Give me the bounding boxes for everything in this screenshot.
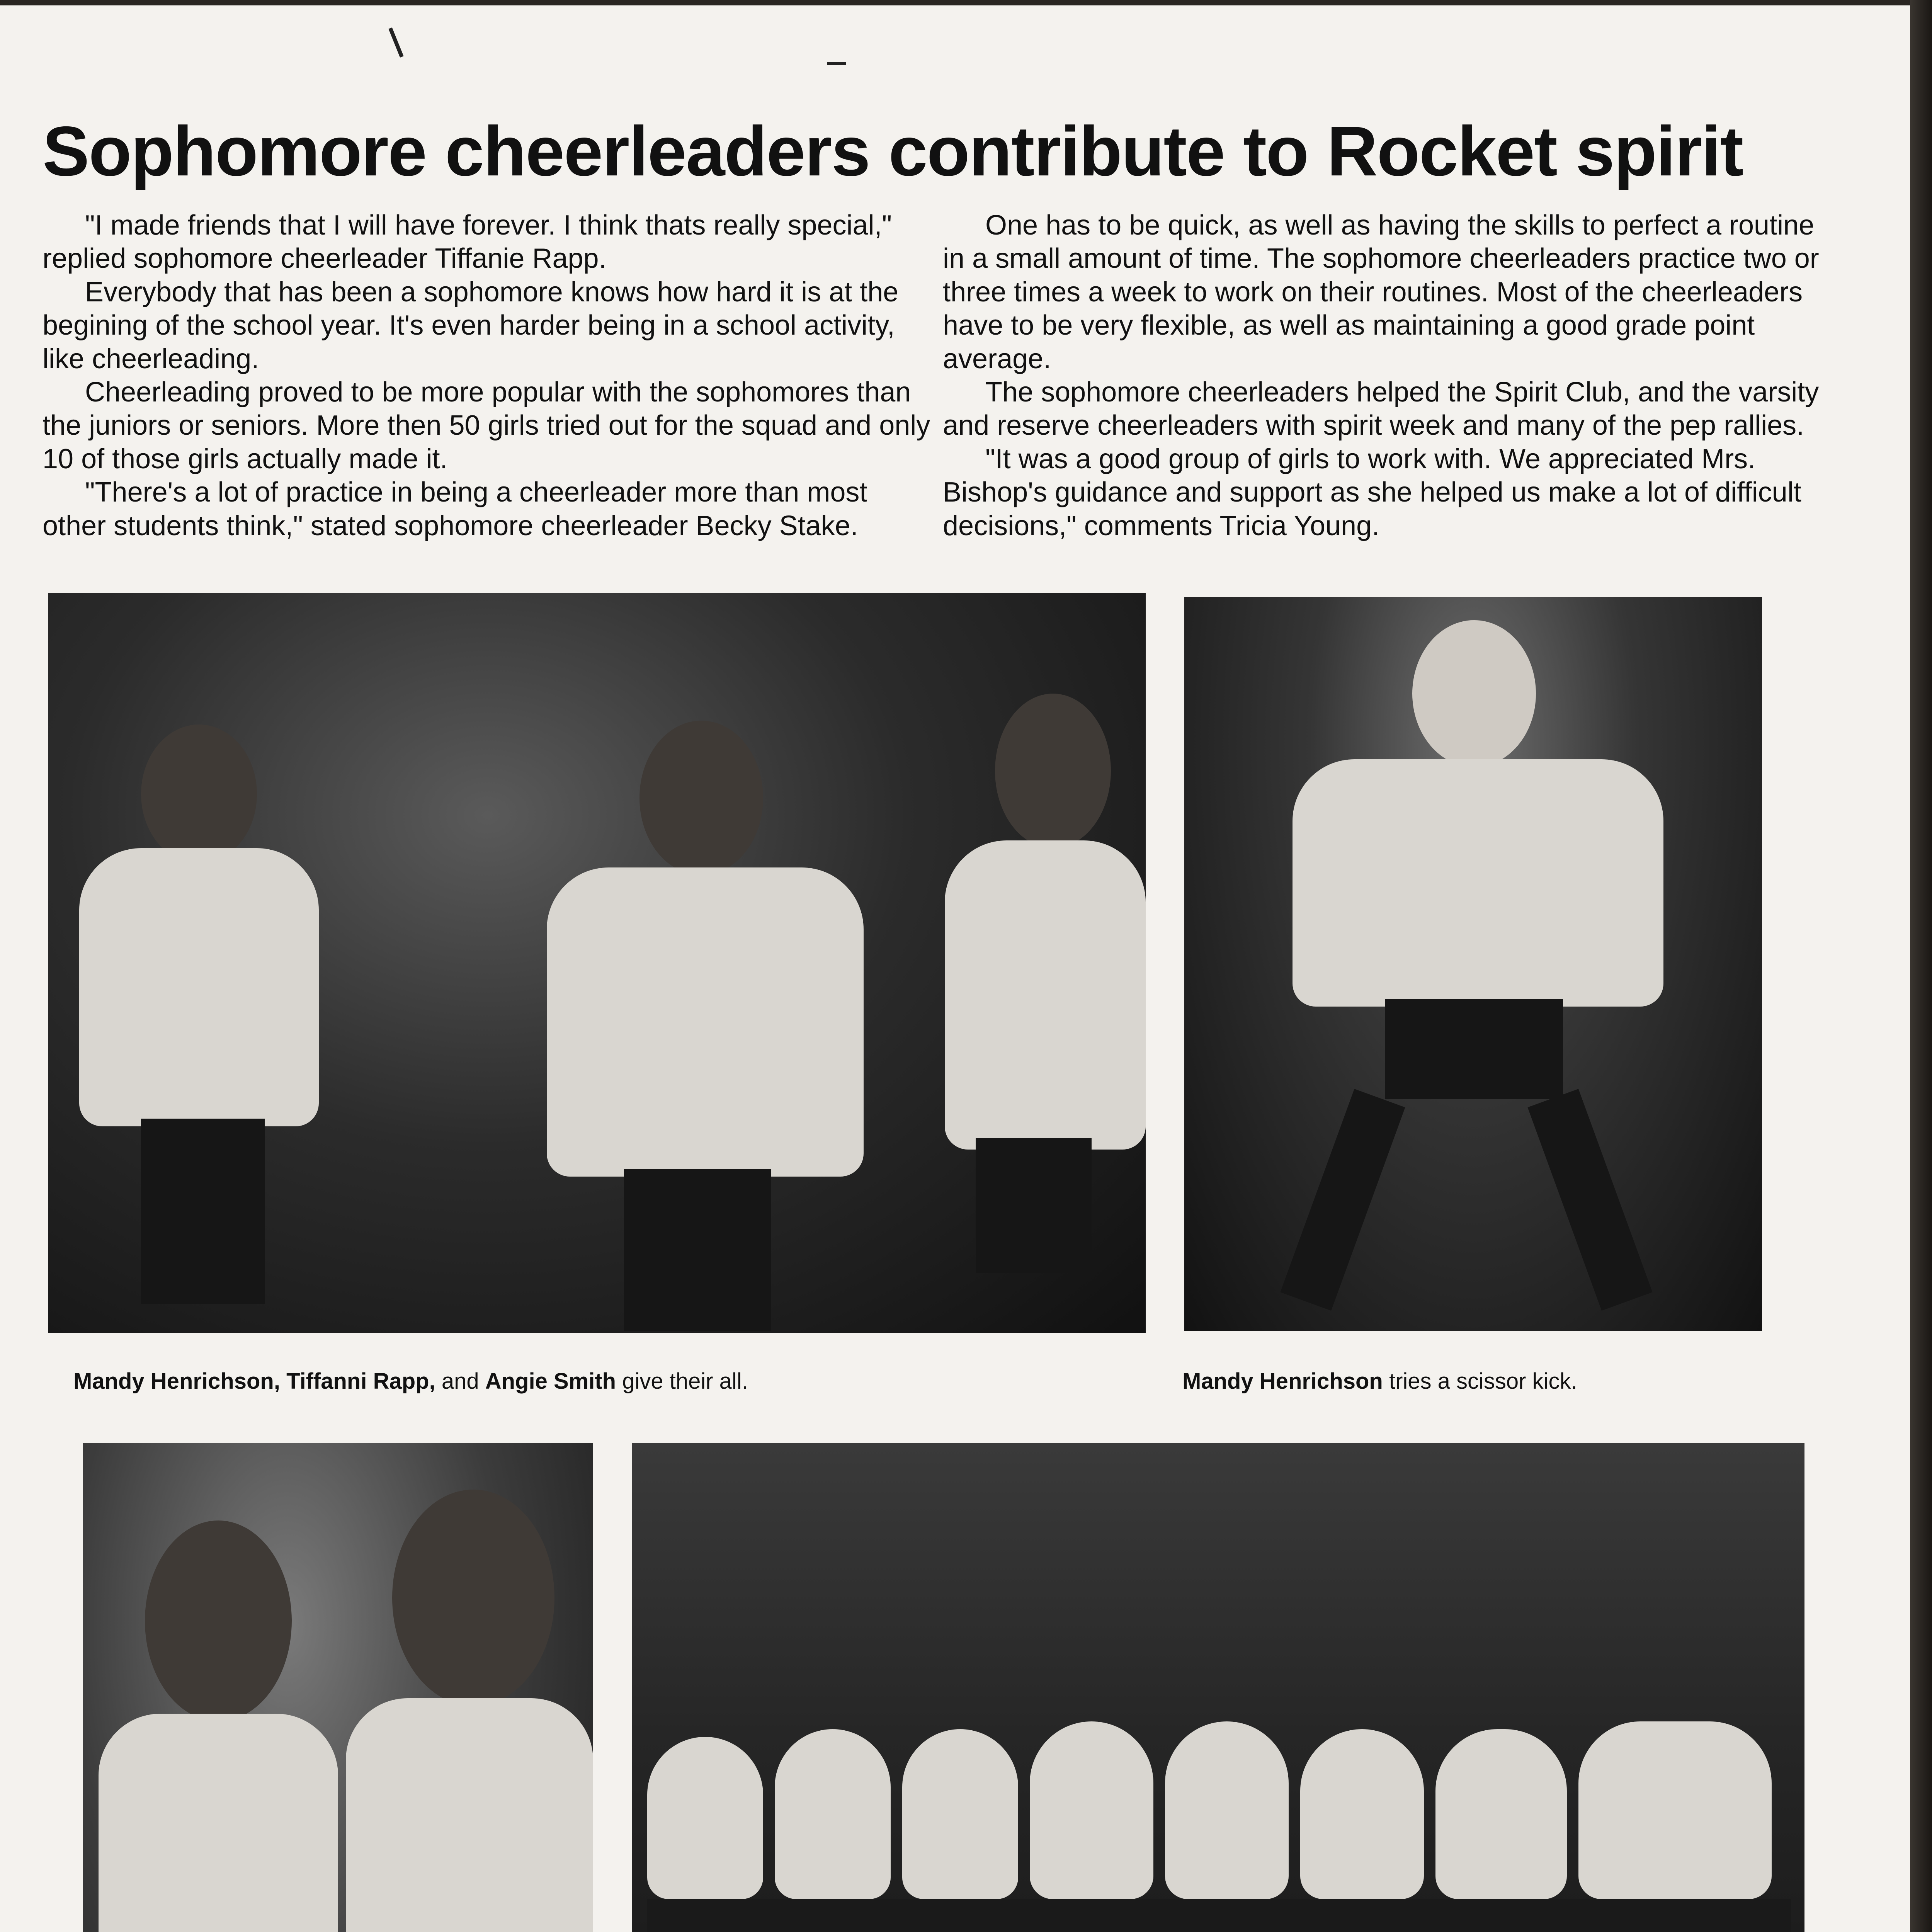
stray-mark	[827, 62, 846, 65]
caption-text: and	[441, 1369, 479, 1394]
story-paragraph: "It was a good group of girls to work with. We appreciated Mrs. Bishop's guidance and support as she helped us make a lot of difficult decisions," comments Tricia Young.	[943, 443, 1801, 541]
caption-name: Mandy Henrichson,	[73, 1369, 280, 1394]
photo-group-cheerleaders	[632, 1443, 1804, 1932]
photo-scissor-kick	[1184, 597, 1762, 1331]
caption-name: Angie Smith	[485, 1369, 616, 1394]
story-paragraph: "I made friends that I will have forever. I think thats really special," replied sophomore cheerleader Tiffanie Rapp.	[43, 210, 892, 274]
photo-sharlene-riggert	[83, 1443, 593, 1932]
photo-three-cheerleaders	[48, 593, 1146, 1333]
caption-name: Mandy Henrichson	[1182, 1369, 1383, 1394]
story-column-right	[943, 209, 1843, 543]
story-paragraph: One has to be quick, as well as having the skills to perfect a routine in a small amount of time. The sophomore cheerleaders practice two or three times a week to work on their routines. Most of the cheerleaders have to be very flexible, as well as maintaining a good grade point average.	[943, 210, 1819, 374]
caption-text: give their all.	[622, 1369, 748, 1394]
story-paragraph: "There's a lot of practice in being a cheerleader more than most other students think," stated sophomore cheerleader Becky Stake.	[43, 477, 867, 541]
stray-mark	[388, 27, 403, 58]
book-binding	[1910, 0, 1932, 1932]
story-column-left	[43, 209, 931, 543]
caption-photo-three-cheerleaders	[73, 1368, 748, 1395]
story-paragraph: The sophomore cheerleaders helped the Spirit Club, and the varsity and reserve cheerleaders with spirit week and many of the pep rallies.	[943, 376, 1819, 441]
page-top-edge	[0, 0, 1913, 5]
caption-photo-scissor-kick	[1182, 1368, 1577, 1395]
caption-text: tries a scissor kick.	[1389, 1369, 1577, 1394]
caption-name: Tiffanni Rapp,	[286, 1369, 435, 1394]
page-headline: Sophomore cheerleaders contribute to Rocket spirit	[43, 112, 1743, 190]
story-paragraph: Everybody that has been a sophomore knows how hard it is at the begining of the school year. It's even harder being in a school activity, like cheerleading.	[43, 276, 899, 374]
story-paragraph: Cheerleading proved to be more popular with the sophomores than the juniors or seniors. More then 50 girls tried out for the squad and only 10 of those girls actually made it.	[43, 376, 930, 474]
